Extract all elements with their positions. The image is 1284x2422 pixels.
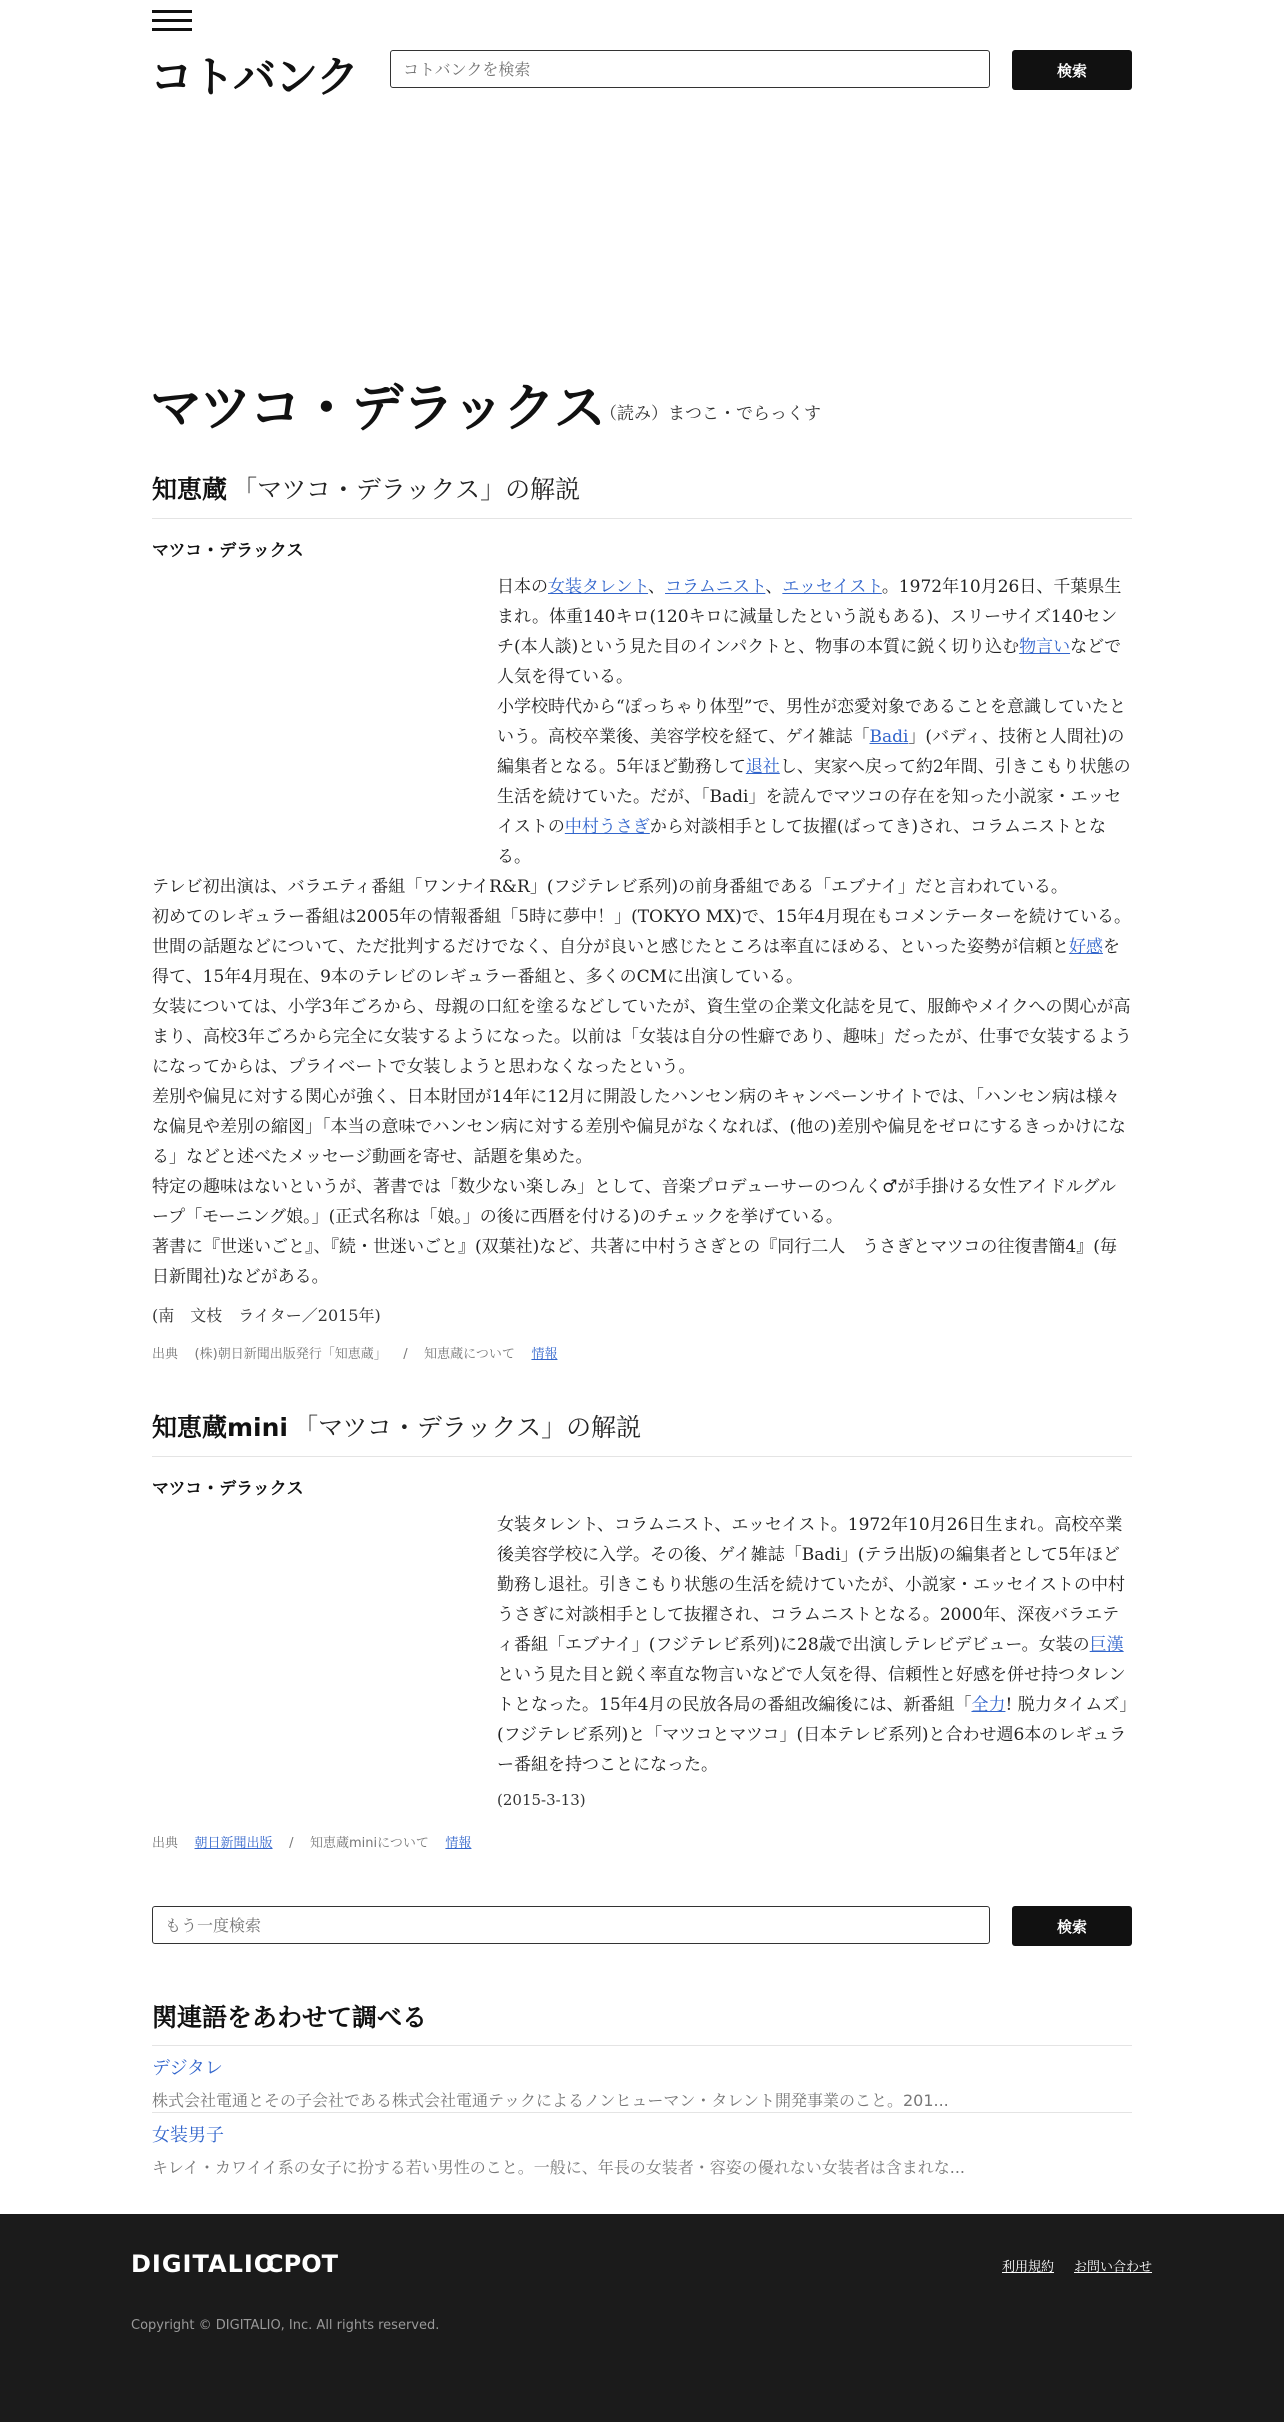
related-item-name[interactable]: デジタレ bbox=[152, 2058, 223, 2079]
link-badi[interactable]: Badi bbox=[869, 727, 909, 747]
link-zenryoku[interactable]: 全力 bbox=[971, 1695, 1006, 1715]
related-item-name[interactable]: 女装男子 bbox=[152, 2125, 224, 2146]
paragraph: 小学校時代から“ぽっちゃり体型”で、男性が恋愛対象であることを意識していたという。高校卒業後、美容学校を経て、ゲイ雑誌「Badi」(バディ、技術と人間社)の編集者となる。5年ほど勤務して退社し、実家へ戻って約2年間、引きこもり状態の生活を続けていた。だが、「Badi」を読んでマツコの存在を知った小説家・エッセイストの中村うさぎから対談相手として抜擢(ばってき)され、コラムニストとなる。 bbox=[497, 697, 1131, 867]
link-female-talent[interactable]: 女装タレント bbox=[548, 577, 649, 597]
link-nakamura-usagi[interactable]: 中村うさぎ bbox=[564, 817, 650, 837]
link-taisha[interactable]: 退社 bbox=[745, 757, 780, 777]
section-title: 「マツコ・デラックス」の解説 bbox=[293, 1413, 642, 1442]
source-line: 出典 (株)朝日新聞出版発行「知恵蔵」 / 知恵蔵について 情報 bbox=[152, 1347, 558, 1362]
link-koukan[interactable]: 好感 bbox=[1068, 937, 1103, 957]
search-again-input[interactable] bbox=[152, 1906, 990, 1944]
paragraph: 初めてのレギュラー番組は2005年の情報番組「5時に夢中！」(TOKYO MX)で、15年4月現在もコメンテーターを続けている。世間の話題などについて、ただ批判するだけでなく、自分が良いと感じたところは率直にほめる、といった姿勢が信頼と好感を得て、15年4月現在、9本のテレビのレギュラー番組と、多くのCMに出演している。 bbox=[152, 907, 1132, 987]
search-again-button[interactable]: 検索 bbox=[1012, 1906, 1132, 1946]
title-reading: （読み）まつこ・でらっくす bbox=[600, 404, 821, 424]
paragraph: 特定の趣味はないというが、著書では「数少ない楽しみ」として、音楽プロデューサーのつんく♂が手掛ける女性アイドルグループ「モーニング娘。」(正式名称は「娘。」の後に西暦を付ける)のチェックを挙げている。 bbox=[152, 1177, 1117, 1227]
related-item[interactable] bbox=[152, 2112, 1132, 2179]
page-title: マツコ・デラックス bbox=[150, 379, 605, 439]
cpot-logo[interactable]: CPOT bbox=[266, 2250, 338, 2278]
term-heading: マツコ・デラックス bbox=[152, 1479, 304, 1499]
source-line: 出典 朝日新聞出版 / 知恵蔵miniについて 情報 bbox=[152, 1836, 472, 1851]
section-title: 「マツコ・デラックス」の解説 bbox=[232, 475, 581, 504]
article-body bbox=[152, 872, 1132, 1292]
related-item-desc: キレイ・カワイイ系の女子に扮する若い男性のこと。一般に、年長の女装者・容姿の優れない女装者は含まれな... bbox=[152, 2158, 966, 2177]
author-credit: (南 文枝 ライター／2015年) bbox=[152, 1306, 381, 1325]
paragraph: 著書に『世迷いごと』、『続・世迷いごと』(双葉社)など、共著に中村うさぎとの『同行二人 うさぎとマツコの往復書簡4』(毎日新聞社)などがある。 bbox=[152, 1237, 1117, 1287]
section-chiezo-heading bbox=[152, 470, 1132, 519]
paragraph: 女装については、小学3年ごろから、母親の口紅を塗るなどしていたが、資生堂の企業文化誌を見て、服飾やメイクへの関心が高まり、高校3年ごろから完全に女装するようになった。以前は「女装は自分の性癖であり、趣味」だったが、仕事で女装するようになってからは、プライベートで女装しようと思わなくなったという。 bbox=[152, 997, 1132, 1077]
article-date: (2015-3-13) bbox=[497, 1791, 586, 1809]
term-heading: マツコ・デラックス bbox=[152, 541, 304, 561]
section-source-name: 知恵蔵mini bbox=[152, 1413, 288, 1442]
paragraph: テレビ初出演は、バラエティ番組「ワンナイR&R」(フジテレビ系列)の前身番組である「エブナイ」だと言われている。 bbox=[152, 877, 1068, 897]
link-monoii[interactable]: 物言い bbox=[1019, 637, 1071, 657]
search-button[interactable]: 検索 bbox=[1012, 50, 1132, 90]
copyright: Copyright © DIGITALIO, Inc. All rights reserved. bbox=[131, 2318, 440, 2333]
info-link[interactable]: 情報 bbox=[531, 1347, 558, 1362]
site-footer bbox=[0, 2214, 1284, 2422]
section-source-name: 知恵蔵 bbox=[152, 475, 228, 504]
digitalio-logo[interactable]: DIGITALIO bbox=[131, 2250, 276, 2278]
info-link[interactable]: 情報 bbox=[445, 1836, 472, 1851]
link-columnist[interactable]: コラムニスト bbox=[665, 577, 766, 597]
paragraph: 女装タレント、コラムニスト、エッセイスト。1972年10月26日生まれ。高校卒業後美容学校に入学。その後、ゲイ雑誌「Badi」(テラ出版)の編集者として5年ほど勤務し退社。引きこもり状態の生活を続けていたが、小説家・エッセイストの中村うさぎに対談相手として抜擢され、コラムニストとなる。2000年、深夜バラエティ番組「エブナイ」(フジテレビ系列)に28歳で出演しテレビデビュー。女装の巨漢という見た目と鋭く率直な物言いなどで人気を得、信頼性と好感を併せ持つタレントとなった。15年4月の民放各局の番組改編後には、新番組「全力! 脱力タイムズ」(フジテレビ系列)と「マツコとマツコ」(日本テレビ系列)と合わせ週6本のレギュラー番組を持つことになった。 bbox=[497, 1515, 1128, 1775]
article-intro bbox=[497, 572, 1132, 872]
search-input[interactable] bbox=[390, 50, 990, 88]
contact-link[interactable]: お問い合わせ bbox=[1074, 2260, 1153, 2275]
link-kyokan[interactable]: 巨漢 bbox=[1089, 1635, 1124, 1655]
terms-link[interactable]: 利用規約 bbox=[1002, 2260, 1055, 2275]
related-item-desc: 株式会社電通とその子会社である株式会社電通テックによるノンヒューマン・タレント開発事業のこと。201... bbox=[152, 2091, 949, 2110]
paragraph: 日本の女装タレント、コラムニスト、エッセイスト。1972年10月26日、千葉県生まれ。体重140キロ(120キロに減量したという説もある)、スリーサイズ140センチ(本人談)という見た目のインパクトと、物事の本質に鋭く切り込む物言いなどで人気を得ている。 bbox=[497, 577, 1122, 687]
publisher-link[interactable]: 朝日新聞出版 bbox=[194, 1836, 273, 1851]
section-chiezo-mini-heading bbox=[152, 1408, 1132, 1457]
related-item[interactable] bbox=[152, 2045, 1132, 2112]
site-logo[interactable]: コトバンク bbox=[150, 53, 359, 103]
paragraph: 差別や偏見に対する関心が強く、日本財団が14年に12月に開設したハンセン病のキャンペーンサイトでは、「ハンセン病は様々な偏見や差別の縮図」「本当の意味でハンセン病に対する差別や偏見がなくなれば、(他の)差別や偏見をゼロにするきっかけになる」などと述べたメッセージ動画を寄せ、話題を集めた。 bbox=[152, 1087, 1126, 1167]
link-essayist[interactable]: エッセイスト bbox=[782, 577, 882, 597]
mini-article-body bbox=[497, 1510, 1132, 1780]
related-terms-heading: 関連語をあわせて調べる bbox=[152, 2003, 428, 2032]
hamburger-menu-icon[interactable] bbox=[152, 10, 192, 32]
